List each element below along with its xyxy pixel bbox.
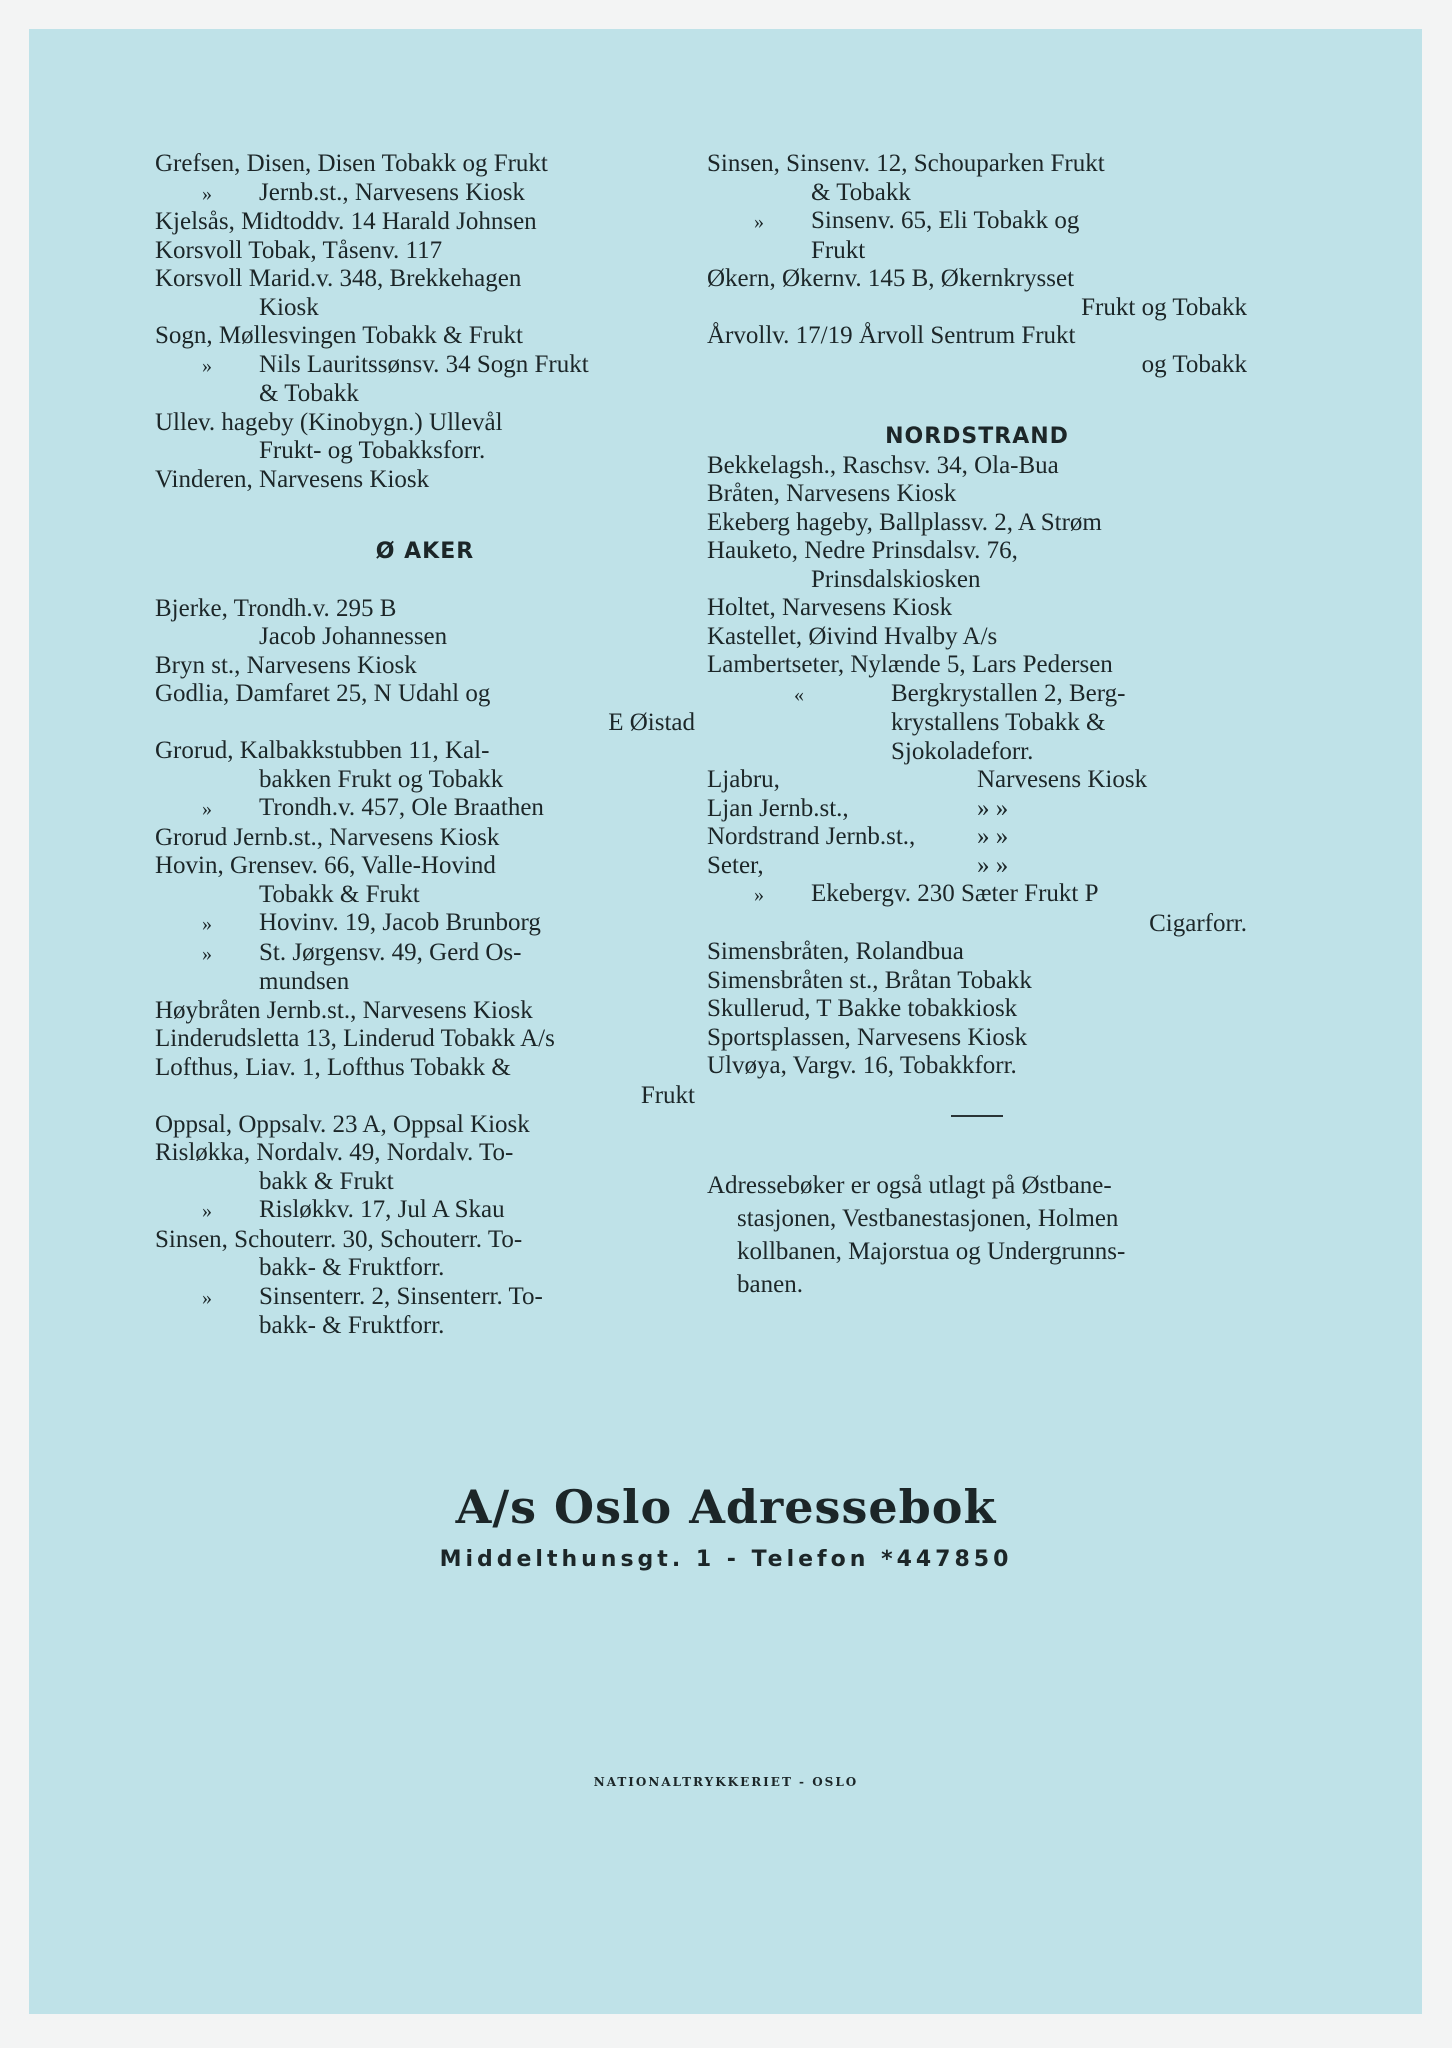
entry-line — [155, 997, 695, 1026]
note-line: Adressebøker er også utlagt på Østbane- — [707, 1171, 1112, 1199]
entry-line — [155, 680, 695, 709]
entry-text: Vinderen, Narvesens Kiosk — [155, 465, 430, 493]
entry-text: Grorud, Kalbakkstubben 11, Kal- — [155, 737, 490, 764]
entry-line — [155, 852, 695, 881]
entry-line — [155, 265, 695, 294]
entry-continuation: Jacob Johannessen — [259, 623, 448, 650]
entry-text: Jernb.st., Narvesens Kiosk — [259, 178, 525, 206]
entry-continuation: & Tobakk — [811, 178, 911, 206]
entry-text: Holtet, Narvesens Kiosk — [707, 594, 953, 621]
entry-text: Seter, — [707, 851, 764, 879]
entry-line — [707, 452, 1247, 481]
entry-line — [707, 1052, 1247, 1081]
entry-text: Korsvoll Tobak, Tåsenv. 117 — [155, 236, 443, 264]
entry-tail: » » — [977, 823, 1009, 850]
entry-text: Trondh.v. 457, Ole Braathen — [259, 794, 544, 821]
entry-line — [155, 909, 695, 939]
directory-entry — [707, 322, 1247, 379]
ditto-mark: » — [754, 211, 764, 233]
directory-entry — [155, 179, 695, 209]
entry-text: Risløkkv. 17, Jul A Skau — [259, 1196, 505, 1223]
right-top-entries — [707, 150, 1247, 379]
entry-text: Sinsenterr. 2, Sinsenterr. To- — [259, 1282, 543, 1310]
entry-line — [707, 150, 1247, 179]
entry-line — [707, 509, 1247, 538]
entry-line — [155, 322, 695, 351]
entry-line — [707, 594, 1247, 623]
entry-text: Linderudsletta 13, Linderud Tobakk A/s — [155, 1025, 555, 1052]
ditto-mark: « — [794, 683, 804, 706]
entry-line — [155, 794, 695, 824]
entry-text: Økern, Økernv. 145 B, Økernkrysset — [707, 265, 1075, 292]
entry-continuation: bakk- & Fruktforr. — [259, 1312, 445, 1339]
entry-text: Sinsenv. 65, Eli Tobakk og — [811, 207, 1080, 234]
entry-line — [155, 237, 695, 266]
entry-text: Bryn st., Narvesens Kiosk — [155, 651, 417, 679]
directory-entry — [155, 824, 695, 853]
entry-text: Nils Lauritssønsv. 34 Sogn Frukt — [259, 350, 589, 378]
entry-line — [707, 651, 1247, 680]
directory-entry — [155, 997, 695, 1026]
entry-line — [155, 208, 695, 237]
entry-line — [155, 1139, 695, 1168]
entry-text: Hovin, Grensev. 66, Valle-Hovind — [155, 852, 496, 879]
entry-text: Kastellet, Øivind Hvalby A/s — [707, 622, 998, 650]
divider — [951, 1115, 1003, 1117]
left-column — [155, 150, 695, 1341]
entry-line — [155, 1283, 695, 1313]
entry-continuation: og Tobakk — [1141, 350, 1247, 378]
entry-text: Lofthus, Liav. 1, Lofthus Tobakk & — [155, 1053, 511, 1081]
entry-line — [155, 1111, 695, 1140]
entry-continuation: Cigarforr. — [1149, 909, 1247, 937]
publisher-brand: A/s Oslo Adressebok — [455, 1480, 997, 1534]
directory-entry — [155, 150, 695, 179]
entry-line — [707, 967, 1247, 996]
entry-line — [155, 1196, 695, 1226]
directory-entry — [707, 680, 1247, 767]
entry-continuation: & Tobakk — [259, 380, 359, 407]
directory-entry — [707, 1024, 1247, 1053]
entry-line — [155, 351, 695, 381]
directory-entry — [155, 680, 695, 737]
directory-entry — [707, 150, 1247, 207]
directory-entry — [707, 938, 1247, 967]
entry-text: Skullerud, T Bakke tobakkiosk — [707, 995, 1018, 1022]
ditto-mark: » — [202, 1200, 212, 1222]
directory-entry — [707, 823, 1247, 852]
entry-text: Ekeberg hageby, Ballplassv. 2, A Strøm — [707, 508, 1102, 536]
entry-text: Bergkrystallen 2, Berg- — [891, 679, 1126, 707]
entry-line — [155, 1226, 695, 1255]
entry-text: Simensbråten, Rolandbua — [707, 938, 964, 965]
directory-entry — [155, 1025, 695, 1054]
entry-continuation: bakk & Frukt — [259, 1167, 394, 1195]
entry-continuation: Sjokoladeforr. — [891, 737, 1034, 765]
entry-text: Lambertseter, Nylænde 5, Lars Pedersen — [707, 651, 1113, 678]
entry-line — [155, 737, 695, 766]
directory-entry — [155, 939, 695, 997]
entry-line — [707, 480, 1247, 509]
entry-line — [707, 795, 1247, 824]
entry-line — [707, 938, 1247, 967]
directory-entry — [707, 1052, 1247, 1081]
entry-continuation: bakken Frukt og Tobakk — [259, 765, 504, 793]
entry-text: Sinsen, Sinsenv. 12, Schouparken Frukt — [707, 150, 1105, 177]
entry-tail: » » — [977, 851, 1009, 879]
section-heading-o-aker: Ø AKER — [375, 539, 475, 564]
entry-tail: Narvesens Kiosk — [977, 766, 1148, 793]
entry-line — [707, 322, 1247, 351]
entry-continuation: bakk- & Fruktforr. — [259, 1254, 445, 1281]
entry-text: Bekkelagsh., Raschsv. 34, Ola-Bua — [707, 451, 1059, 479]
directory-entry — [707, 594, 1247, 623]
directory-entry — [155, 265, 695, 322]
entry-line — [155, 409, 695, 438]
directory-entry — [155, 737, 695, 794]
directory-entry — [155, 351, 695, 409]
entry-line — [707, 1024, 1247, 1053]
entry-text: Ljabru, — [707, 766, 780, 793]
nordstrand-entries — [707, 452, 1247, 1081]
entry-line — [707, 537, 1247, 566]
entry-text: Hovinv. 19, Jacob Brunborg — [259, 909, 541, 936]
entry-line — [155, 595, 695, 624]
entry-line — [155, 1054, 695, 1083]
entry-line — [707, 623, 1247, 652]
entry-continuation: Kiosk — [259, 293, 319, 321]
entry-line — [707, 680, 1247, 710]
directory-entry — [155, 1054, 695, 1111]
directory-entry — [155, 1139, 695, 1196]
directory-entry — [155, 1283, 695, 1341]
entry-text: Ullev. hageby (Kinobygn.) Ullevål — [155, 408, 503, 436]
ditto-mark: » — [202, 182, 212, 205]
directory-entry — [707, 880, 1247, 938]
directory-entry — [707, 207, 1247, 265]
entry-text: Grefsen, Disen, Disen Tobakk og Frukt — [155, 150, 548, 177]
entry-text: Godlia, Damfaret 25, N Udahl og — [155, 680, 491, 707]
entry-text: Ljan Jernb.st., — [707, 794, 849, 822]
entry-line — [707, 995, 1247, 1024]
entry-text: Høybråten Jernb.st., Narvesens Kiosk — [155, 996, 533, 1024]
directory-entry — [707, 480, 1247, 509]
directory-entry — [707, 537, 1247, 594]
section-heading-nordstrand: NORDSTRAND — [885, 424, 1069, 449]
entry-text: Årvollv. 17/19 Årvoll Sentrum Frukt — [707, 322, 1076, 349]
entry-text: Korsvoll Marid.v. 348, Brekkehagen — [155, 265, 522, 292]
aker-entries — [155, 595, 695, 1341]
directory-entry — [707, 795, 1247, 824]
entry-continuation: E Øistad — [608, 708, 695, 736]
directory-entry — [707, 852, 1247, 881]
entry-tail: » » — [977, 794, 1009, 822]
directory-entry — [155, 794, 695, 824]
ditto-mark: » — [202, 354, 212, 377]
entry-continuation: Frukt — [811, 236, 866, 264]
note-line: banen. — [737, 1270, 803, 1298]
availability-note — [707, 1169, 1247, 1301]
directory-entry — [155, 322, 695, 351]
directory-entry — [155, 1111, 695, 1140]
entry-continuation: Tobakk & Frukt — [259, 880, 420, 908]
directory-entry — [155, 852, 695, 909]
entry-continuation: Frukt og Tobakk — [1081, 293, 1247, 321]
entry-continuation: Frukt- og Tobakksforr. — [259, 437, 486, 464]
entry-continuation: Frukt — [640, 1082, 695, 1109]
entry-line — [155, 652, 695, 681]
directory-entry — [707, 766, 1247, 795]
entry-line — [707, 265, 1247, 294]
entry-text: Nordstrand Jernb.st., — [707, 823, 916, 850]
ditto-mark: » — [202, 913, 212, 935]
directory-entry — [155, 237, 695, 266]
entry-continuation: Prinsdalskiosken — [811, 565, 981, 593]
directory-entry — [155, 208, 695, 237]
right-column — [707, 150, 1247, 1301]
entry-text: Hauketo, Nedre Prinsdalsv. 76, — [707, 537, 1018, 564]
entry-text: Sportsplassen, Narvesens Kiosk — [707, 1023, 1028, 1051]
directory-entry — [707, 967, 1247, 996]
entry-line — [707, 207, 1247, 237]
entry-continuation: krystallens Tobakk & — [891, 709, 1106, 736]
directory-entry — [707, 623, 1247, 652]
entry-text: Simensbråten st., Bråtan Tobakk — [707, 966, 1032, 994]
entry-text: Risløkka, Nordalv. 49, Nordalv. To- — [155, 1139, 514, 1166]
entry-text: Kjelsås, Midtoddv. 14 Harald Johnsen — [155, 208, 537, 235]
ditto-mark: » — [202, 942, 212, 965]
entry-text: Grorud Jernb.st., Narvesens Kiosk — [155, 823, 500, 851]
directory-entry — [707, 452, 1247, 481]
entry-line — [707, 852, 1247, 881]
entry-line — [707, 880, 1247, 910]
directory-entry — [155, 595, 695, 652]
ditto-mark: » — [202, 798, 212, 820]
publisher-address: Middelthunsgt. 1 - Telefon *447850 — [439, 1547, 1013, 1572]
directory-entry — [155, 909, 695, 939]
directory-entry — [155, 1196, 695, 1226]
directory-entry — [155, 652, 695, 681]
entry-text: Sinsen, Schouterr. 30, Schouterr. To- — [155, 1225, 523, 1253]
directory-entry — [155, 1226, 695, 1283]
entry-text: Ekebergv. 230 Sæter Frukt P — [811, 880, 1099, 907]
entry-line — [155, 824, 695, 853]
entry-line — [155, 939, 695, 969]
printer-imprint: NATIONALTRYKKERIET - OSLO — [593, 1775, 859, 1789]
directory-entry — [155, 409, 695, 466]
entry-line — [155, 1025, 695, 1054]
entry-line — [155, 179, 695, 209]
ditto-mark: » — [202, 1286, 212, 1309]
note-line: stasjonen, Vestbanestasjonen, Holmen — [737, 1204, 1119, 1232]
ditto-mark: » — [754, 884, 764, 906]
left-top-entries — [155, 150, 695, 494]
directory-entry — [707, 509, 1247, 538]
directory-entry — [707, 995, 1247, 1024]
directory-entry — [707, 265, 1247, 322]
directory-entry — [707, 651, 1247, 680]
entry-text: Bråten, Narvesens Kiosk — [707, 480, 957, 507]
entry-text: Sogn, Møllesvingen Tobakk & Frukt — [155, 322, 523, 349]
entry-text: Oppsal, Oppsalv. 23 A, Oppsal Kiosk — [155, 1110, 530, 1138]
directory-entry — [155, 466, 695, 495]
entry-text: St. Jørgensv. 49, Gerd Os- — [259, 938, 522, 966]
entry-line — [155, 466, 695, 495]
entry-line — [155, 150, 695, 179]
entry-text: Ulvøya, Vargv. 16, Tobakkforr. — [707, 1052, 1017, 1079]
entry-text: Bjerke, Trondh.v. 295 B — [155, 594, 397, 622]
entry-line — [707, 823, 1247, 852]
note-line: kollbanen, Majorstua og Undergrunns- — [737, 1237, 1126, 1265]
entry-continuation: mundsen — [259, 968, 350, 995]
entry-line — [707, 766, 1247, 795]
